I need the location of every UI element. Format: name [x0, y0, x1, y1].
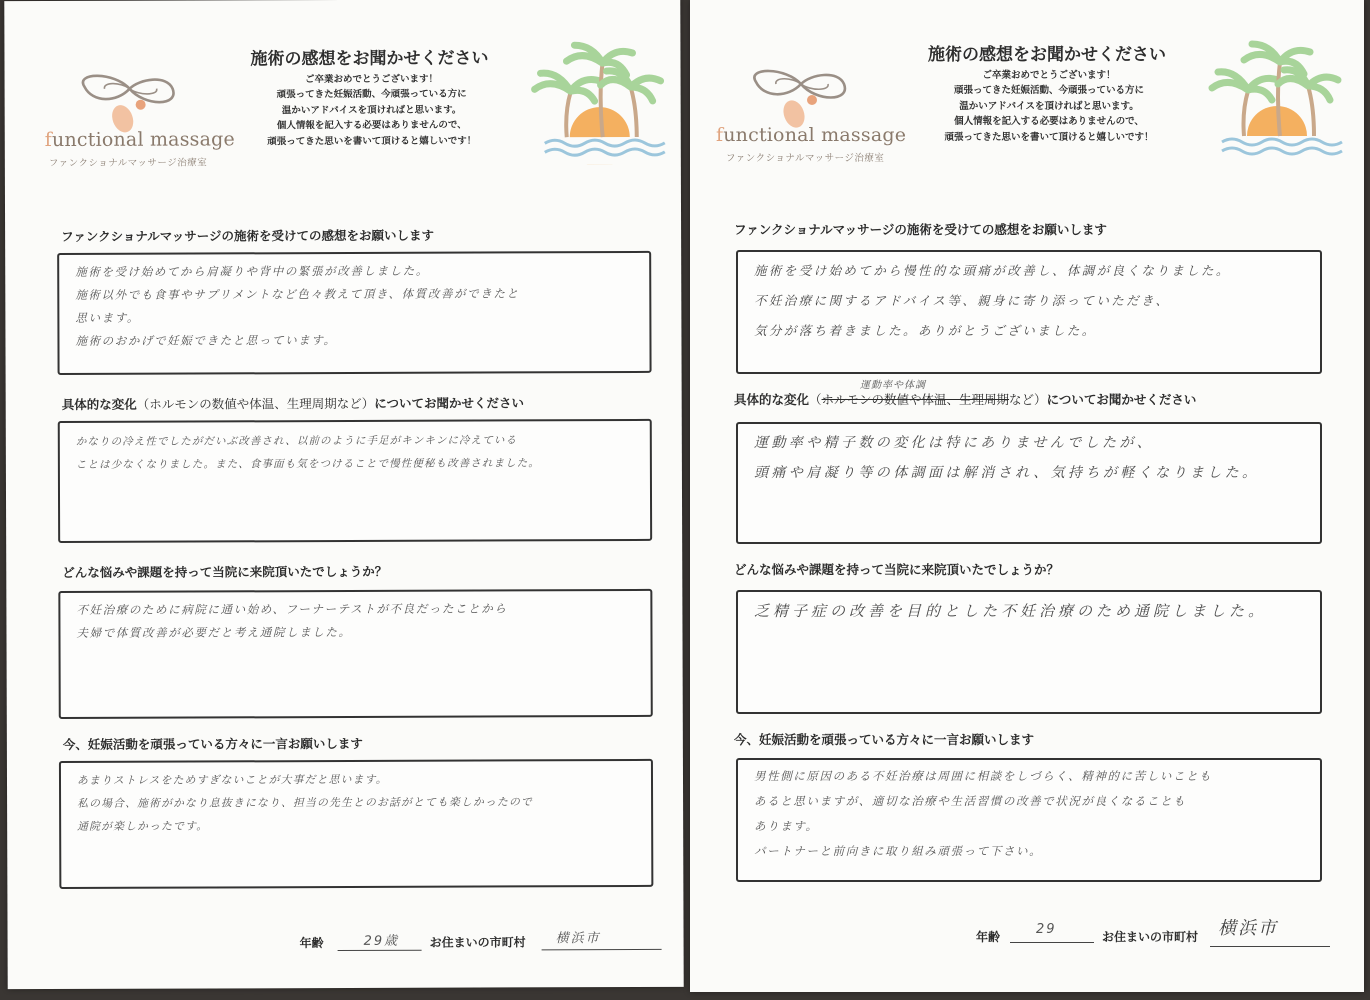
- q4-answer-box: [59, 759, 653, 889]
- q3-answer: 乏精子症の改善を目的とした不妊治療のため通院しました。: [754, 602, 1268, 620]
- q3-label: どんな悩みや課題を持って当院に来院頂いたでしょうか？: [734, 562, 1060, 577]
- q2-answer-box: [736, 422, 1322, 544]
- brand-logo: [716, 62, 907, 164]
- intro-text: ご卒業おめでとうございます！ 頑張ってきた妊娠活動、今頑張っている方に 温かいアドバイスを頂ければと思います。 個人情報を記入する必要はありませんので、 頑張ってきた思いを書いて頂けると嬉しいです！: [267, 73, 477, 147]
- city-label: お住まいの市町村: [1102, 930, 1199, 944]
- age-label: 年齢: [976, 930, 1001, 944]
- q1-label: ファンクショナルマッサージの施術を受けての感想をお願いします: [61, 227, 435, 244]
- city-label: お住まいの市町村: [429, 935, 526, 950]
- age-value: 29: [1036, 922, 1057, 937]
- q1-answer-box: [736, 250, 1322, 374]
- palm-sunset-icon: [1202, 38, 1347, 163]
- q4-answer-box: [736, 758, 1322, 882]
- q2-label: 具体的な変化（ホルモンの数値や体温、生理周期など）についてお聞かせください: [61, 395, 525, 412]
- q3-answer-box: [736, 590, 1322, 714]
- q1-label: ファンクショナルマッサージの施術を受けての感想をお願いします: [734, 222, 1107, 237]
- brand-name: functional massage: [716, 124, 907, 146]
- q4-label: 今、妊娠活動を頑張っている方々に一言お願いします: [734, 732, 1035, 747]
- infinity-logo-icon: [75, 67, 185, 137]
- brand-name: functional massage: [44, 128, 235, 152]
- q2-answer: かなりの冷え性でしたがだいぶ改善され、以前のように手足がキンキンに冷えている ことは少なくなりました。また、食事面も気をつけることで慢性便秘も改善されました。: [75, 434, 540, 471]
- intro-text: ご卒業おめでとうございます！ 頑張ってきた妊娠活動、今頑張っている方に 温かいアドバイスを頂ければと思います。 個人情報を記入する必要はありませんので、 頑張ってきた思いを書いて頂けると嬉しいです！: [944, 70, 1154, 143]
- q1-answer-box: [57, 251, 651, 375]
- q4-answer: あまりストレスをためすぎないことが大事だと思います。 私の場合、施術がかなり息抜きになり、担当の先生とのお話がとても楽しかったので 通院が楽しかったです。: [76, 772, 533, 833]
- page-title: 施術の感想をお聞かせください: [250, 48, 489, 70]
- age-value: 29歳: [363, 933, 400, 949]
- q1-answer: 施術を受け始めてから肩凝りや背中の緊張が改善しました。 施術以外でも食事やサプリメントなど色々教えて頂き、体質改善ができたと 思います。 施術のおかげで妊娠できたと思っています。: [75, 263, 520, 348]
- page-title: 施術の感想をお聞かせください: [928, 45, 1166, 65]
- brand-logo: [44, 66, 235, 170]
- q3-answer-box: [58, 589, 652, 719]
- q2-answer: 運動率や精子数の変化は特にありませんでしたが、 頭痛や肩凝り等の体調面は解消され、気持ちが軽くなりました。: [754, 435, 1260, 481]
- q2-label: 具体的な変化（ホルモンの数値や体温、生理周期など）についてお聞かせください: [734, 392, 1197, 407]
- infinity-logo-icon: [746, 62, 856, 132]
- brand-subtitle: ファンクショナルマッサージ治療室: [48, 157, 208, 170]
- q4-label: 今、妊娠活動を頑張っている方々に一言お願いします: [62, 735, 363, 752]
- brand-subtitle: ファンクショナルマッサージ治療室: [726, 153, 885, 164]
- q2-answer-box: [58, 419, 652, 543]
- q1-answer: 施術を受け始めてから慢性的な頭痛が改善し、体調が良くなりました。 不妊治療に関するアドバイス等、親身に寄り添っていただき、 気分が落ち着きました。ありがとうございました。: [754, 263, 1231, 338]
- q3-answer: 不妊治療のために病院に通い始め、フーナーテストが不良だったことから 夫婦で体質改善が必要だと考え通院しました。: [76, 601, 508, 640]
- city-value: 横浜市: [1218, 918, 1278, 939]
- survey-sheet-left: [4, 0, 683, 989]
- survey-sheet-right: [690, 0, 1364, 992]
- palm-sunset-icon: [524, 39, 669, 165]
- q2-handwritten-insert: 運動率や体調: [860, 380, 926, 391]
- q3-label: どんな悩みや課題を持って当院に来院頂いたでしょうか？: [62, 563, 388, 580]
- age-label: 年齢: [299, 936, 324, 951]
- city-value: 横浜市: [555, 931, 601, 947]
- q4-answer: 男性側に原因のある不妊治療は周囲に相談をしづらく、精神的に苦しいことも あると思いますが、適切な治療や生活習慣の改善で状況が良くなることも あります。 パートナーと前向きに取り組み頑張って下さい。: [754, 769, 1213, 858]
